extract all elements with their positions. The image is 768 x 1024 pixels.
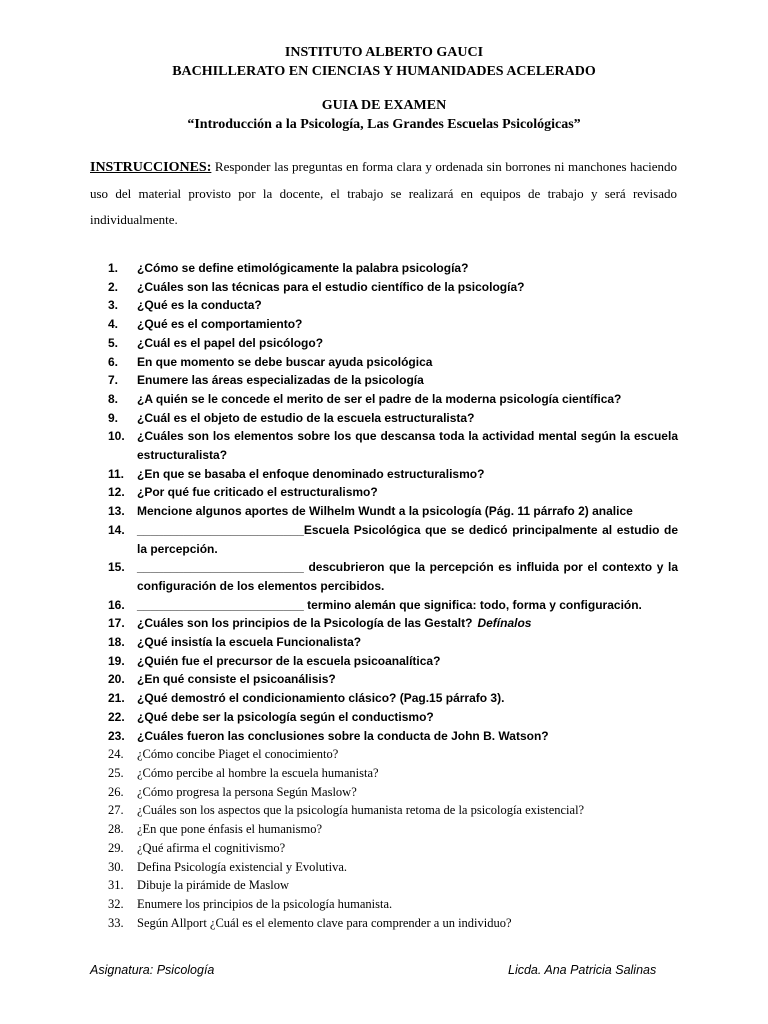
- question-text-main: ¿Cuál es el objeto de estudio de la escuela estructuralista?: [137, 410, 475, 425]
- question-number: 27.: [108, 803, 124, 818]
- question-item: [108, 371, 678, 390]
- question-number: 7.: [108, 373, 119, 388]
- question-text-main: ¿Por qué fue criticado el estructuralismo?: [137, 485, 378, 500]
- question-item: [108, 502, 678, 521]
- program-name: BACHILLERATO EN CIENCIAS Y HUMANIDADES ACELERADO: [172, 64, 596, 79]
- question-number: 16.: [108, 597, 125, 612]
- question-text: [137, 801, 678, 820]
- question-number: 26.: [108, 784, 124, 799]
- question-number: 3.: [108, 298, 119, 313]
- question-item: [108, 614, 678, 633]
- question-item: [108, 876, 678, 895]
- question-number: 8.: [108, 391, 119, 406]
- question-text: [137, 427, 678, 464]
- question-text-main: Defina Psicología existencial y Evolutiva.: [137, 859, 348, 874]
- question-number: 15.: [108, 560, 125, 575]
- teacher-name: Licda. Ana Patricia Salinas: [508, 963, 657, 977]
- question-item: [108, 558, 678, 595]
- question-item: [108, 689, 678, 708]
- question-item: [108, 764, 678, 783]
- question-text-main: ¿Qué insistía la escuela Funcionalista?: [137, 635, 362, 650]
- question-number: 33.: [108, 915, 124, 930]
- question-text: [137, 708, 678, 727]
- question-item: [108, 670, 678, 689]
- question-text-main: ¿En qué consiste el psicoanálisis?: [137, 672, 336, 687]
- question-text-main: ¿Cómo percibe al hombre la escuela humanista?: [137, 765, 379, 780]
- document-type: GUIA DE EXAMEN: [321, 98, 447, 113]
- question-text-main: ¿Cuáles son los aspectos que la psicología humanista retoma de la psicología existencial?: [137, 803, 585, 818]
- question-number: 25.: [108, 765, 124, 780]
- question-text-main: ¿Cómo se define etimológicamente la palabra psicología?: [137, 261, 469, 275]
- question-number: 17.: [108, 616, 125, 631]
- question-item: [108, 296, 678, 315]
- question-text-main: ¿Cómo progresa la persona Según Maslow?: [137, 784, 357, 799]
- question-text: [137, 783, 678, 802]
- question-text-main: ¿Qué es la conducta?: [137, 298, 262, 313]
- instructions-label: INSTRUCCIONES:: [90, 160, 212, 175]
- question-text-main: ¿Cuáles fueron las conclusiones sobre la conducta de John B. Watson?: [137, 728, 549, 743]
- question-text-main: ¿Cuál es el papel del psicólogo?: [137, 335, 324, 350]
- question-item: [108, 708, 678, 727]
- question-text: [137, 652, 678, 671]
- question-text: [137, 278, 678, 297]
- question-text: [137, 670, 678, 689]
- subject-label: Asignatura: Psicología: [90, 963, 215, 977]
- question-text-main: Enumere los principios de la psicología humanista.: [137, 896, 393, 911]
- question-text-main: ¿Cuáles son los principios de la Psicología de las Gestalt?: [137, 616, 473, 631]
- question-text: [137, 839, 678, 858]
- question-text: [137, 371, 678, 390]
- question-text-main: ¿A quién se le concede el merito de ser el padre de la moderna psicología científica?: [137, 391, 622, 406]
- question-text: [137, 745, 678, 764]
- question-item: [108, 390, 678, 409]
- question-text-main: ¿En que se basaba el enfoque denominado estructuralismo?: [137, 466, 485, 481]
- question-number: 1.: [108, 261, 119, 275]
- question-number: 6.: [108, 354, 119, 369]
- question-text: [137, 483, 678, 502]
- question-number: 31.: [108, 878, 124, 893]
- question-number: 22.: [108, 709, 125, 724]
- question-text-main: Enumere las áreas especializadas de la psicología: [137, 373, 424, 388]
- question-text: [137, 596, 678, 615]
- question-text: [137, 558, 678, 595]
- question-text: [137, 858, 678, 877]
- question-number: 5.: [108, 335, 119, 350]
- question-number: 30.: [108, 859, 124, 874]
- question-number: 4.: [108, 317, 119, 332]
- question-item: [108, 427, 678, 464]
- question-item: [108, 801, 678, 820]
- question-number: 11.: [108, 466, 125, 481]
- question-number: 23.: [108, 728, 125, 743]
- question-text: [137, 764, 678, 783]
- question-item: [108, 895, 678, 914]
- question-text: [137, 353, 678, 372]
- question-number: 18.: [108, 635, 125, 650]
- question-text: [137, 334, 678, 353]
- question-text-main: ¿Quién fue el precursor de la escuela psicoanalítica?: [137, 653, 441, 668]
- question-number: 9.: [108, 410, 119, 425]
- question-text-main: ¿Qué demostró el condicionamiento clásico? (Pag.15 párrafo 3).: [137, 691, 505, 706]
- question-number: 12.: [108, 485, 125, 500]
- question-number: 19.: [108, 653, 125, 668]
- question-text: [137, 259, 678, 278]
- institution-name: INSTITUTO ALBERTO GAUCI: [284, 45, 484, 60]
- question-number: 24.: [108, 747, 124, 762]
- question-item: [108, 727, 678, 746]
- instructions-paragraph: [90, 154, 677, 233]
- question-text: [137, 895, 678, 914]
- question-text: [137, 876, 678, 895]
- document-title: “Introducción a la Psicología, Las Grandes Escuelas Psicológicas”: [187, 117, 581, 132]
- question-text-main: _________________________ termino alemán que significa: todo, forma y configuración.: [137, 597, 642, 612]
- question-text: [137, 820, 678, 839]
- question-text-main: ¿En que pone énfasis el humanismo?: [137, 822, 323, 837]
- question-text: [137, 614, 678, 633]
- question-item: [108, 839, 678, 858]
- question-text-main: Mencione algunos aportes de Wilhelm Wundt a la psicología (Pág. 11 párrafo 2) analice: [137, 504, 633, 519]
- question-text-emphasis: Defínalos: [477, 616, 532, 631]
- question-item: [108, 334, 678, 353]
- question-text: [137, 465, 678, 484]
- question-text: [137, 409, 678, 428]
- question-text-main: Dibuje la pirámide de Maslow: [137, 878, 290, 893]
- question-number: 21.: [108, 691, 125, 706]
- question-number: 28.: [108, 822, 124, 837]
- question-item: [108, 858, 678, 877]
- question-item: [108, 315, 678, 334]
- question-text: [137, 296, 678, 315]
- question-item: [108, 353, 678, 372]
- question-text-main: ¿Qué debe ser la psicología según el conductismo?: [137, 709, 434, 724]
- question-text-main: Según Allport ¿Cuál es el elemento clave para comprender a un individuo?: [137, 915, 512, 930]
- question-text-main: En que momento se debe buscar ayuda psicológica: [137, 354, 433, 369]
- question-list: [108, 259, 678, 932]
- question-text-main: _________________________Escuela Psicológica que se dedicó principalmente al estudio de la percepción.: [137, 522, 678, 556]
- question-item: [108, 783, 678, 802]
- question-item: [108, 409, 678, 428]
- question-text: [137, 633, 678, 652]
- question-item: [108, 521, 678, 558]
- question-number: 13.: [108, 504, 125, 519]
- question-number: 14.: [108, 522, 125, 537]
- question-number: 20.: [108, 672, 125, 687]
- question-text-main: ¿Qué afirma el cognitivismo?: [137, 840, 286, 855]
- question-item: [108, 820, 678, 839]
- question-text-main: _________________________ descubrieron que la percepción es influida por el contexto y la configuración de los elementos percibidos.: [137, 560, 678, 593]
- question-text-main: ¿Qué es el comportamiento?: [137, 317, 303, 332]
- question-text: [137, 315, 678, 334]
- question-number: 29.: [108, 840, 124, 855]
- question-item: [108, 278, 678, 297]
- question-text-main: ¿Cuáles son las técnicas para el estudio científico de la psicología?: [137, 279, 525, 294]
- question-item: [108, 914, 678, 933]
- question-item: [108, 745, 678, 764]
- question-item: [108, 259, 678, 278]
- question-number: 32.: [108, 896, 124, 911]
- question-item: [108, 596, 678, 615]
- question-item: [108, 465, 678, 484]
- question-text: [137, 502, 678, 521]
- instructions-text: Responder las preguntas en forma clara y ordenada sin borrones ni manchones haciendo uso del material provisto por la docente, el trabajo se realizará en equipos de trabajo y será revisado individualmente.: [90, 159, 677, 227]
- question-text-main: ¿Cómo concibe Piaget el conocimiento?: [137, 747, 339, 762]
- question-text: [137, 914, 678, 933]
- question-item: [108, 633, 678, 652]
- question-number: 2.: [108, 279, 119, 294]
- question-text: [137, 727, 678, 746]
- question-text-main: ¿Cuáles son los elementos sobre los que descansa toda la actividad mental según la escuela estructuralista?: [137, 429, 678, 463]
- question-text: [137, 689, 678, 708]
- question-item: [108, 652, 678, 671]
- question-number: 10.: [108, 429, 125, 444]
- question-item: [108, 483, 678, 502]
- question-text: [137, 390, 678, 409]
- question-text: [137, 521, 678, 558]
